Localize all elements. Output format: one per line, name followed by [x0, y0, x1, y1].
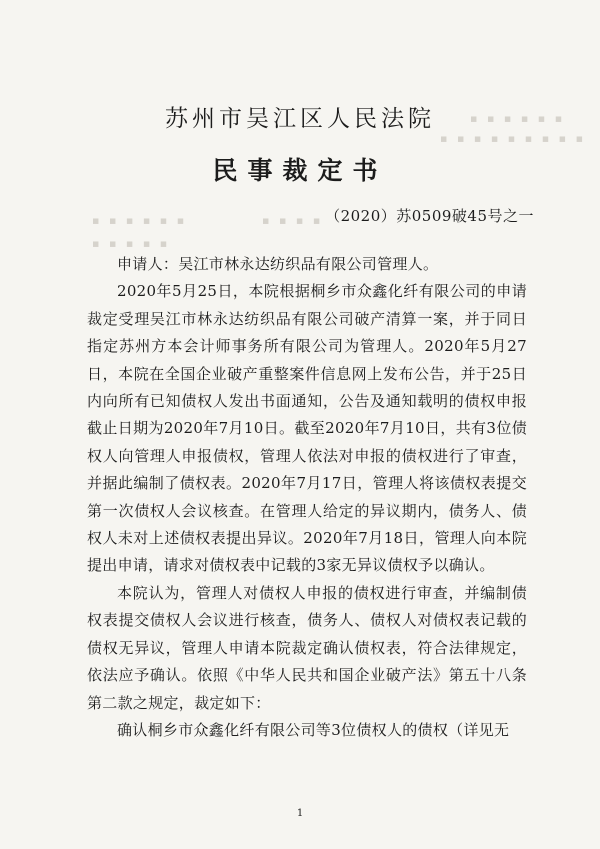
court-name: 苏州市吴江区人民法院 [165, 106, 435, 132]
ruling-paragraph: 确认桐乡市众鑫化纤有限公司等3位债权人的债权（详见无 [117, 720, 510, 739]
bleed-through-mark: ▪ ▪ ▪ ▪ ▪ ▪ ▪ ▪ ▪ [440, 132, 587, 145]
court-opinion-paragraph: 本院认为，管理人对债权人申报的债权进行审查，并编制债权表提交债权人会议进行核查，债务人、债权人对债权表记载的债权无异议，管理人申请本院裁定确认债权表，符合法律规定，依法应予确认。依照《中华人民共和国企业破产法》第五十八条第二款之规定，裁定如下： [87, 583, 527, 712]
bleed-through-mark: ▪ ▪ ▪ ▪ ▪ [92, 237, 171, 250]
ruling-body [87, 251, 527, 744]
case-number: （2020）苏0509破45号之一 [325, 207, 534, 225]
document-title: 民事裁定书 [212, 156, 388, 185]
bleed-through-mark: ▪ ▪ ▪ ▪ [262, 214, 324, 227]
bleed-through-mark: ▪ ▪ ▪ ▪ ▪ ▪ [470, 112, 566, 125]
page-number: 1 [296, 808, 304, 819]
bleed-through-mark: ▪ ▪ ▪ ▪ ▪ ▪ [92, 214, 188, 227]
facts-paragraph: 2020年5月25日，本院根据桐乡市众鑫化纤有限公司的申请裁定受理吴江市林永达纺织品有限公司破产清算一案，并于同日指定苏州方本会计师事务所有限公司为管理人。2020年5月27日，本院在全国企业破产重整案件信息网上发布公告，并于25日内向所有已知债权人发出书面通知，公告及通知载明的债权申报截止日期为2020年7月10日。截至2020年7月10日，共有3位债权人向管理人申报债权，管理人依法对申报的债权进行了审查，并据此编制了债权表。2020年7月17日，管理人将该债权表提交第一次债权人会议核查。在管理人给定的异议期内，债务人、债权人未对上述债权表提出异议。2020年7月18日，管理人向本院提出申请，请求对债权表中记载的3家无异议债权予以确认。 [87, 282, 527, 575]
applicant-paragraph: 申请人：吴江市林永达纺织品有限公司管理人。 [117, 255, 439, 273]
